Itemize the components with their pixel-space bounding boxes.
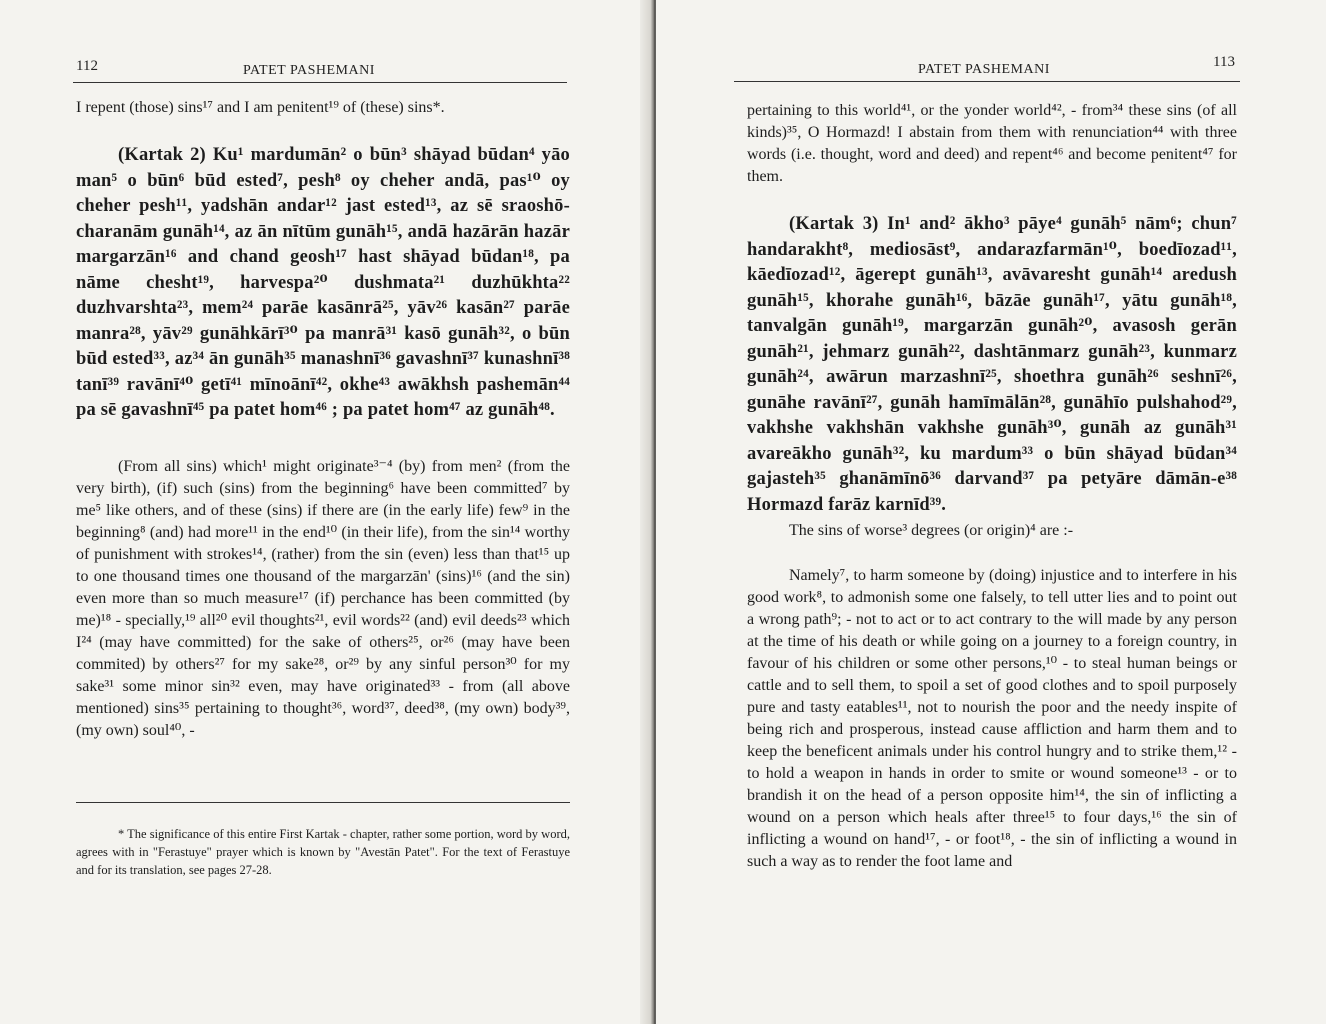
- header-rule-left: [73, 82, 567, 83]
- header-rule-right: [734, 81, 1240, 82]
- continuation-paragraph: [747, 100, 1237, 188]
- kartak-3-text: (Kartak 3) In¹ and² ākho³ pāye⁴ gunāh⁵ nām⁶; chun⁷ handarakht⁸, mediosāst⁹, andarazfarmān¹⁰, boedīozad¹¹, kāedīozad¹², āgerept gunāh¹³, avāvaresht gunāh¹⁴ aredush gunāh¹⁵, khorahe gunāh¹⁶, bāzāe gunāh¹⁷, yātu gunāh¹⁸, tanvalgān gunāh¹⁹, margarzān gunāh²⁰, avasosh gerān gunāh²¹, jehmarz gunāh²², dashtānmarz gunāh²³, kunmarz gunāh²⁴, awārun marzashnī²⁵, shoethra gunāh²⁶ seshnī²⁶, gunāhe ravānī²⁷, gunāh hamīmālān²⁸, gunāhīo pulshahod²⁹, vakhshe vakhshān vakhshe gunāh³⁰, gunāh az gunāh³¹ avareākho gunāh³², ku mardum³³ o būn shāyad būdan³⁴ gajasteh³⁵ ghanāmīnō³⁶ darvand³⁷ pa petyāre dāmān-e³⁸ Hormazd farāz karnīd³⁹.: [747, 214, 1237, 515]
- footnote: [76, 825, 570, 879]
- kartak-2-transliteration: [76, 143, 570, 424]
- continuation-text: pertaining to this world⁴¹, or the yonder world⁴², - from³⁴ these sins (of all kinds)³⁵, O Hormazd! I abstain from them with renunciation⁴⁴ with three words (i.e. thought, word and deed) and repent⁴⁶ and become penitent⁴⁷ for them.: [747, 102, 1237, 185]
- page-number-right: 113: [1213, 54, 1235, 70]
- running-head-right: PATET PASHEMANI: [918, 62, 1050, 77]
- intro-line: [76, 97, 570, 119]
- footnote-rule: [76, 802, 570, 803]
- page-number-left: 112: [76, 58, 98, 74]
- kartak-2-translation: [76, 456, 570, 742]
- running-head-left: PATET PASHEMANI: [243, 63, 375, 78]
- translation-text: (From all sins) which¹ might originate³⁻⁴ (by) from men² (from the very birth), (if) such (sins) from the beginning⁶ have been committed⁷ by me⁵ like others, and of these (sins) if there are (in the early life) few⁹ in the beginning⁸ (and) had more¹¹ in the end¹⁰ (in their life), from the sin¹⁴ worthy of punishment with strokes¹⁴, (rather) from the sin (even) less than that¹⁵ up to one thousand times one thousand of the margarzān' (sins)¹⁶ (and the sin) even more than so much measure¹⁷ (if) perchance has been committed (by me)¹⁸ - specially,¹⁹ all²⁰ evil thoughts²¹, evil words²² (and) evil deeds²³ which I²⁴ (may have committed) for the sake of others²⁵, or²⁶ (may have been commited) by others²⁷ for my sake²⁸, or²⁹ by any sinful person³⁰ for my sake³¹ some minor sin³² even, may have originated³³ - from (all above mentioned) sins³⁵ pertaining to thought³⁶, word³⁷, deed³⁸, (my own) body³⁹, (my own) soul⁴⁰, -: [76, 458, 570, 739]
- sins-intro: [747, 520, 1237, 542]
- intro-line-text: I repent (those) sins¹⁷ and I am penitent¹⁹ of (these) sins*.: [76, 99, 445, 116]
- right-page: [656, 0, 1326, 1024]
- kartak-2-text: (Kartak 2) Ku¹ mardumān² o būn³ shāyad būdan⁴ yāo man⁵ o būn⁶ būd ested⁷, pesh⁸ oy cheher andā, pas¹⁰ oy cheher pesh¹¹, yadshān andar¹² jast ested¹³, az sē sraoshō-charanām gunāh¹⁴, az ān nītūm gunāh¹⁵, andā hazārān hazār margarzān¹⁶ and chand geosh¹⁷ hast shāyad būdan¹⁸, pa nāme chesht¹⁹, harvespa²⁰ dushmata²¹ duzhūkhta²² duzhvarshta²³, mem²⁴ parāe kasānrā²⁵, yāv²⁶ kasān²⁷ parāe manra²⁸, yāv²⁹ gunāhkārī³⁰ pa manrā³¹ kasō gunāh³², o būn būd ested³³, az³⁴ ān gunāh³⁵ manashnī³⁶ gavashnī³⁷ kunashnī³⁸ tanī³⁹ ravānī⁴⁰ getī⁴¹ mīnoānī⁴², okhe⁴³ awākhsh pashemān⁴⁴ pa sē gavashnī⁴⁵ pa patet hom⁴⁶ ; pa patet hom⁴⁷ az gunāh⁴⁸.: [76, 145, 570, 420]
- namely-paragraph: [747, 565, 1237, 873]
- kartak-3-transliteration: [747, 212, 1237, 518]
- sins-intro-text: The sins of worse³ degrees (or origin)⁴ are :-: [789, 522, 1074, 539]
- left-page: [0, 0, 650, 1024]
- footnote-text: * The significance of this entire First Kartak - chapter, rather some portion, word by word, agrees with in "Ferastuye" prayer which is known by "Avestān Patet". For the text of Ferastuye and for its translation, see pages 27-28.: [76, 827, 570, 877]
- namely-text: Namely⁷, to harm someone by (doing) injustice and to interfere in his good work⁸, to admonish some one falsely, to tell utter lies and to point out a wrong path⁹; - not to act or to act contrary to the will made by any person at the time of his death or while going on a journey to a foreign country, in favour of his children or some other persons,¹⁰ - to steal human beings or cattle and to sell them, to spoil a set of good clothes and to spoil purposely pure and tasty eatables¹¹, not to nourish the poor and the needy inspite of being rich and prosperous, instead cause affliction and harm them and to keep the beneficent animals under his control hungry and to strike them,¹² - to hold a weapon in hands in order to smite or wound someone¹³ - or to brandish it on the head of a person opposite him¹⁴, the sin of inflicting a wound on a person which heals after three¹⁵ to four days,¹⁶ the sin of inflicting a wound on hand¹⁷, - or foot¹⁸, - the sin of inflicting a wound in such a way as to render the foot lame and: [747, 567, 1237, 870]
